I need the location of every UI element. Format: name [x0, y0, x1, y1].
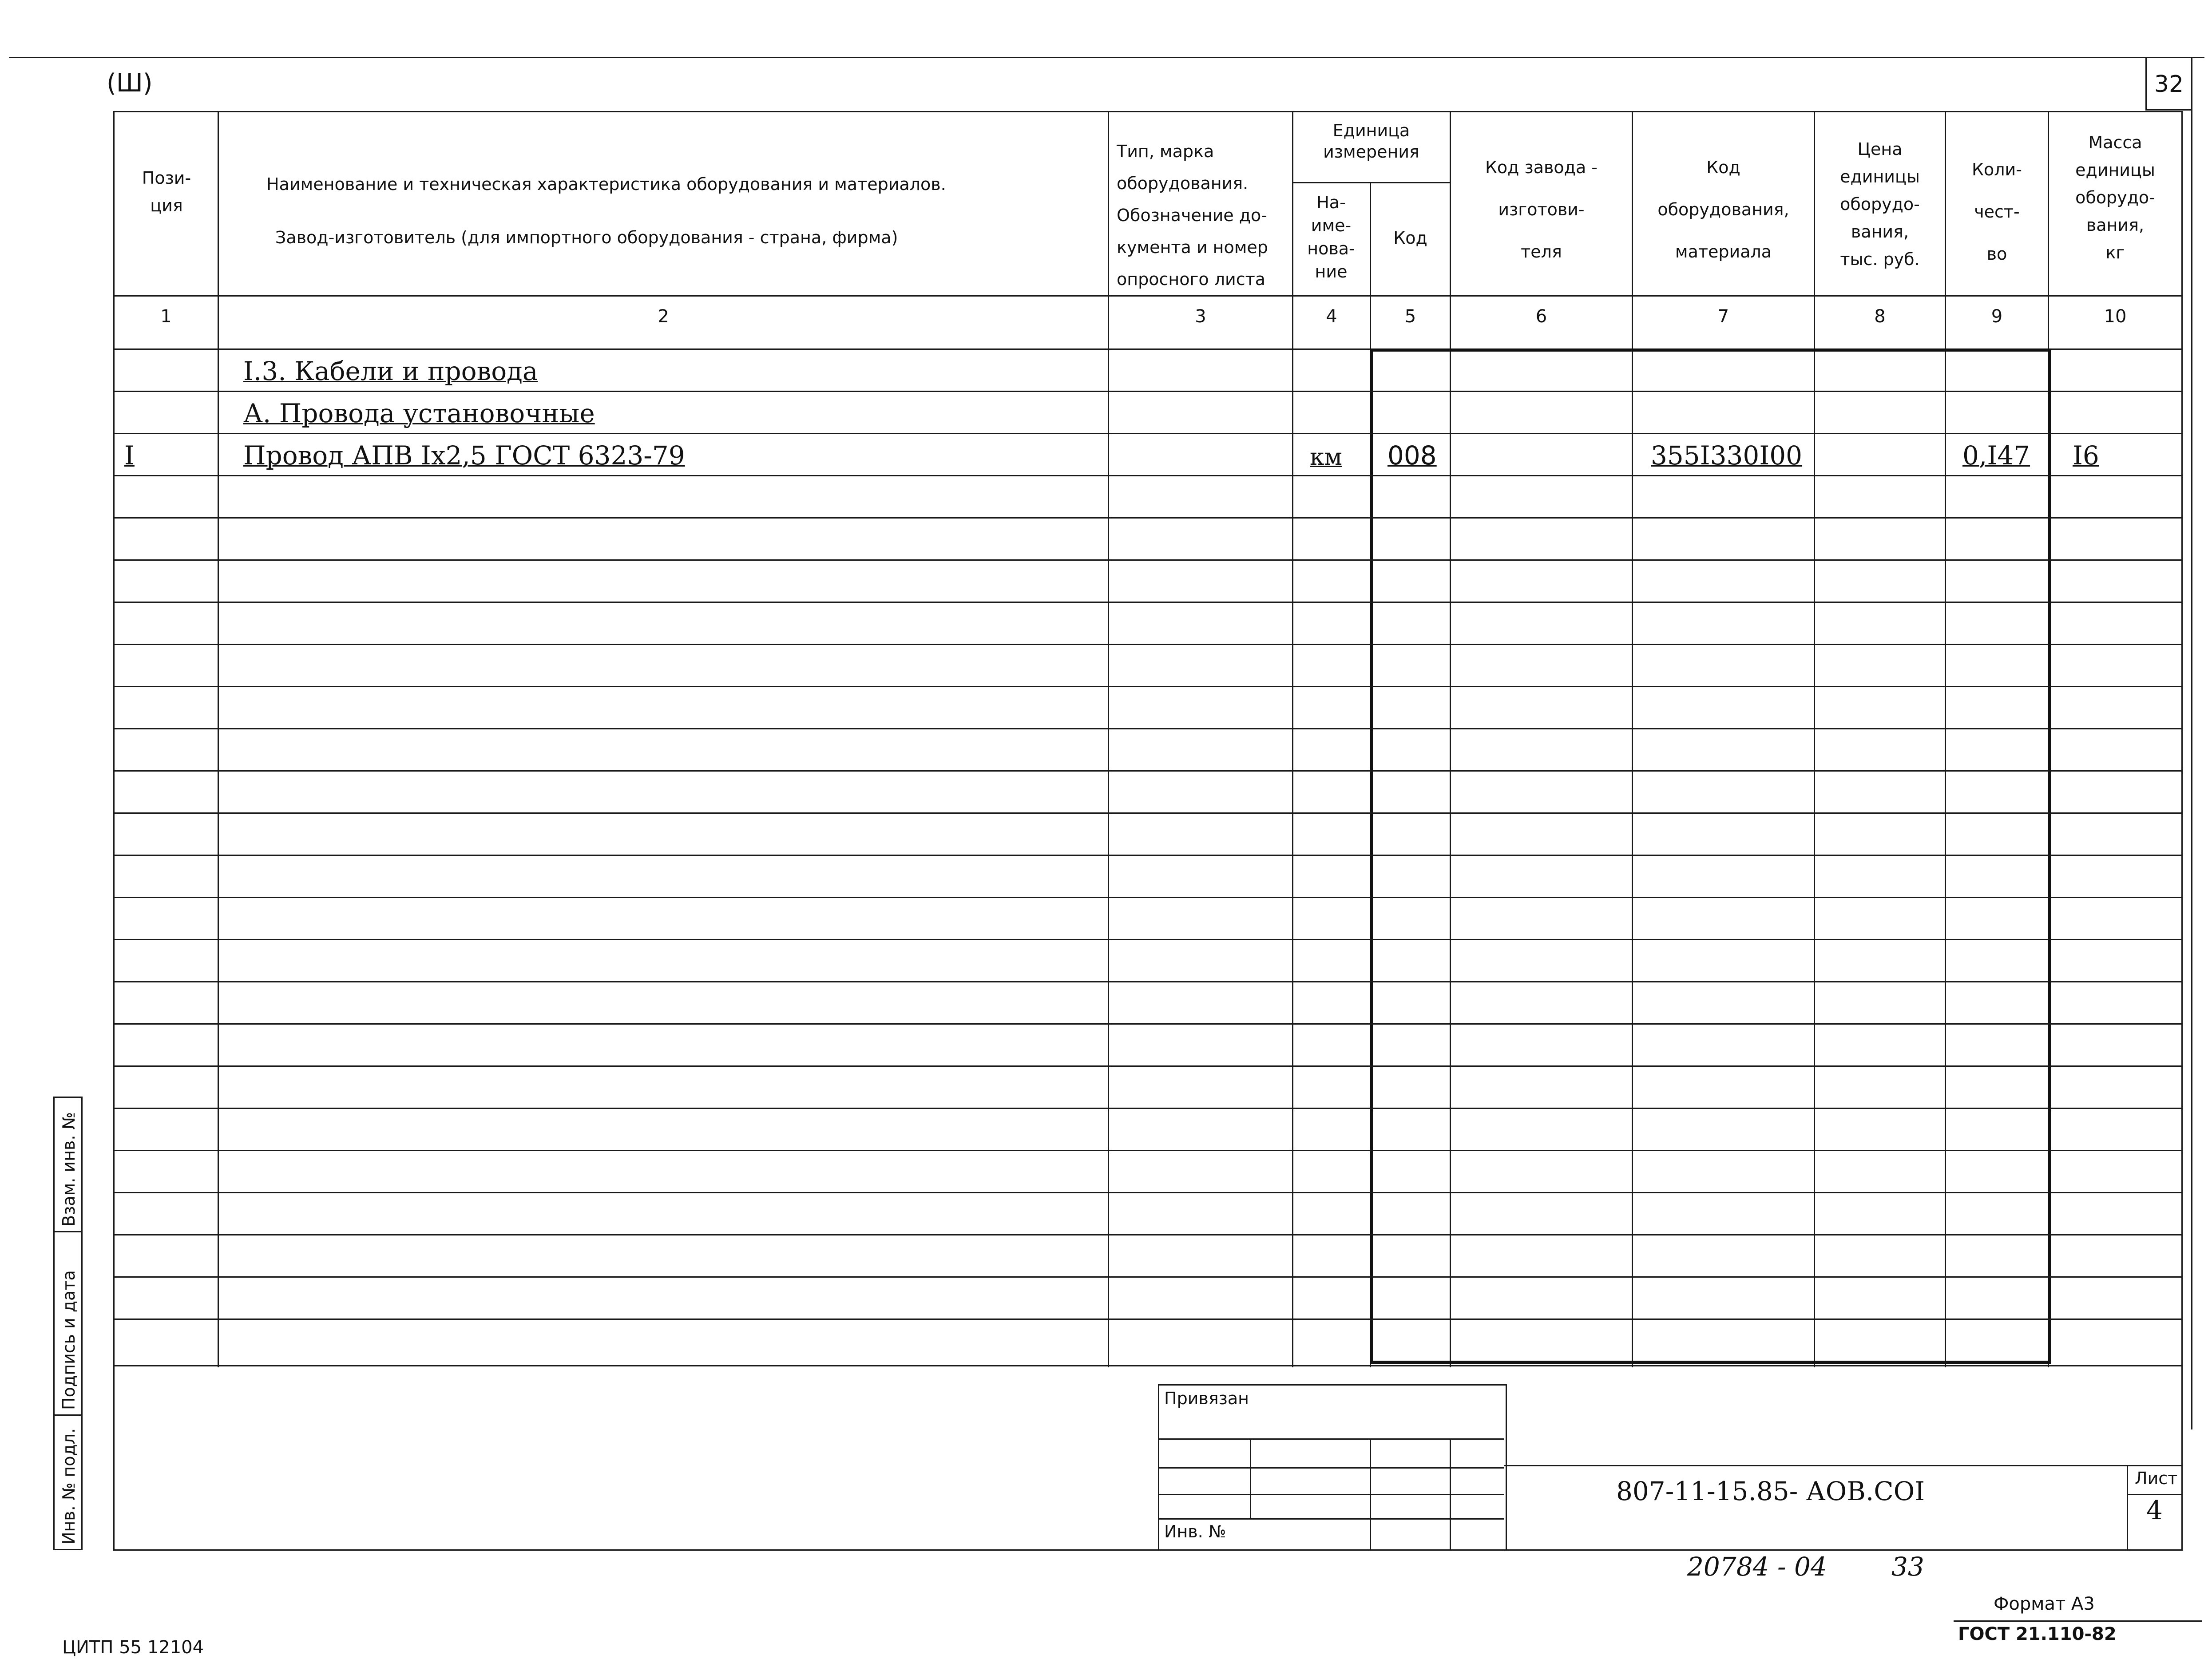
col-number: 9: [1991, 306, 2003, 327]
document-code: 807-11-15.85- АОВ.СОI: [1616, 1476, 1925, 1506]
col-number: 6: [1535, 306, 1547, 327]
binding-label: Привязан: [1164, 1389, 1249, 1408]
row-unit: км: [1310, 444, 1342, 471]
header-quantity: Коли- чест- во: [1972, 160, 2022, 264]
header-mass: Масса единицы оборудо- вания, кг: [2075, 133, 2155, 262]
row-quantity: 0,I47: [1962, 440, 2030, 471]
header-name: Наименование и техническая характеристика оборудования и материалов. Завод-изготовитель (для импортного оборудования - страна, фирма): [266, 174, 946, 247]
side-box-signature-date: Подпись и дата: [53, 1231, 83, 1416]
col-number: 7: [1717, 306, 1729, 327]
sheet-number: 4: [2146, 1495, 2163, 1525]
sheet-label: Лист: [2135, 1469, 2178, 1488]
footer-left-code: ЦИТП 55 12104: [62, 1637, 204, 1658]
top-border: [9, 57, 2204, 58]
col-number: 3: [1195, 306, 1206, 327]
col-number: 10: [2104, 306, 2127, 327]
col-number: 8: [1874, 306, 1886, 327]
row-unit-code: 008: [1387, 440, 1437, 471]
inventory-label: Инв. №: [1164, 1522, 1226, 1541]
row-mass: I6: [2073, 440, 2099, 471]
row-position: I: [124, 440, 135, 471]
header-unit-name: На- име- нова- ние: [1307, 193, 1355, 281]
table-top: [113, 111, 2182, 112]
gost-label: ГОСТ 21.110-82: [1958, 1624, 2117, 1644]
top-left-mark: (Ш): [107, 69, 153, 98]
header-equipment-code: Код оборудования, материала: [1657, 158, 1789, 261]
handwritten-number: 33: [1891, 1552, 1924, 1582]
header-factory-code: Код завода - изготови- теля: [1485, 158, 1598, 261]
row-equipment-code: 355I330I00: [1651, 440, 1803, 471]
header-type: Тип, марка оборудования. Обозначение до- кумента и номер опросного листа: [1117, 142, 1268, 289]
side-box-original-inv: Инв. № подл.: [53, 1414, 83, 1550]
section-title: I.3. Кабели и провода: [243, 356, 538, 386]
header-price: Цена единицы оборудо- вания, тыс. руб.: [1840, 139, 1920, 269]
page-number: 32: [2154, 71, 2184, 98]
col-number: 4: [1326, 306, 1337, 327]
col-number: 2: [658, 306, 669, 327]
side-box-replaced-inv: Взам. инв. №: [53, 1097, 83, 1232]
subsection-title: А. Провода установочные: [243, 398, 595, 428]
header-unit-group: Единица измерения: [1323, 121, 1419, 162]
col-number: 5: [1404, 306, 1416, 327]
handwritten-order-number: 20784 - 04: [1687, 1552, 1827, 1582]
row-name: Провод АПВ Iх2,5 ГОСТ 6323-79: [243, 440, 685, 471]
format-label: Формат А3: [1994, 1594, 2095, 1614]
header-position: Пози- ция: [142, 168, 191, 215]
col-number: 1: [160, 306, 172, 327]
header-unit-code: Код: [1393, 228, 1427, 248]
